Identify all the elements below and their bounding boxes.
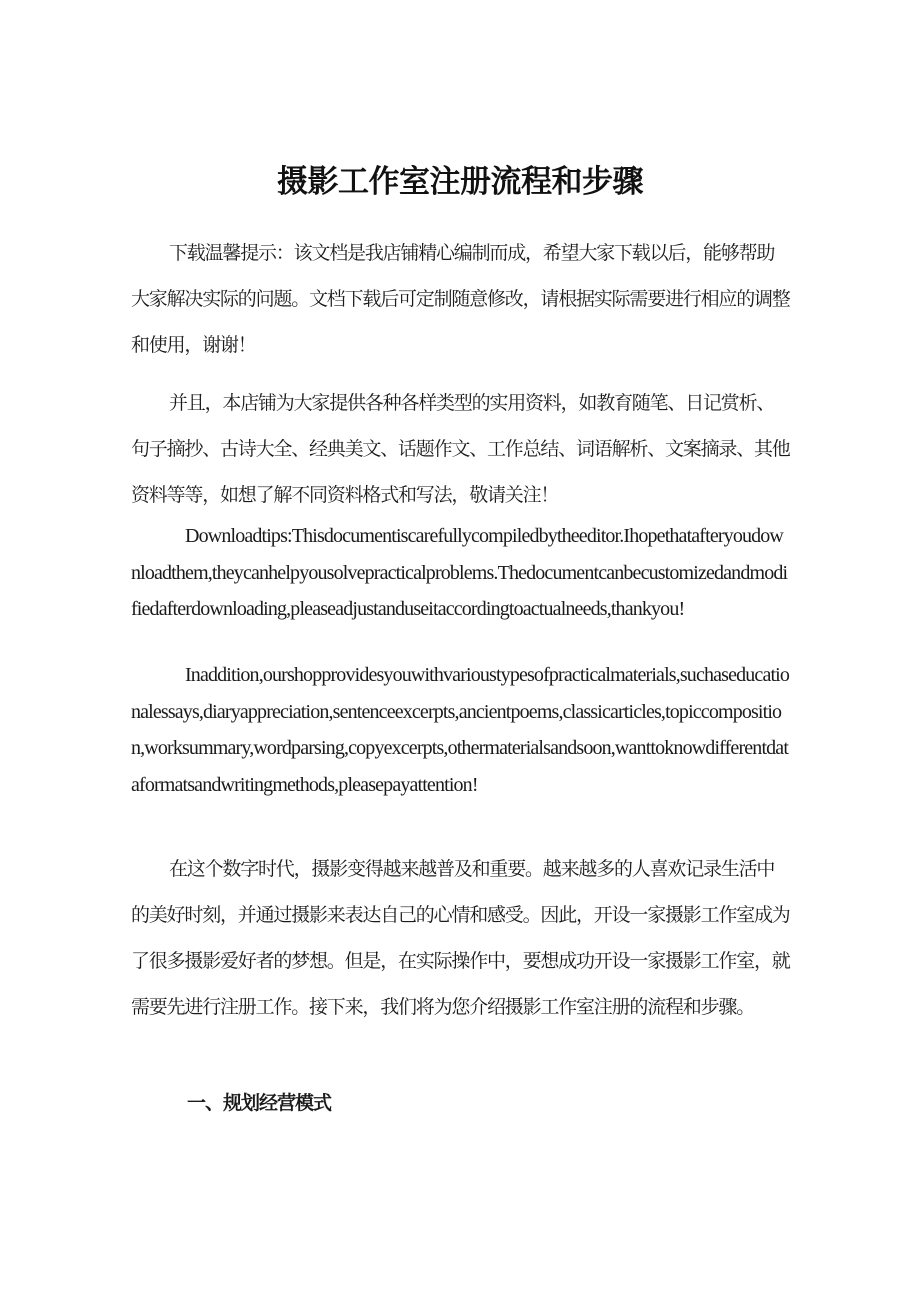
shop-intro-cn-paragraph: 并且，本店铺为大家提供各种各样类型的实用资料，如教育随笔、日记赏析、句子摘抄、古诗大全、经典美文、话题作文、工作总结、词语解析、文案摘录、其他资料等等，如想了解不同资料格式和写法，敬请关注！ xyxy=(131,392,790,506)
body-paragraph-1: 在这个数字时代，摄影变得越来越普及和重要。越来越多的人喜欢记录生活中的美好时刻，并通过摄影来表达自己的心情和感受。因此，开设一家摄影工作室成为了很多摄影爱好者的梦想。但是，在实际操作中，要想成功开设一家摄影工作室，就需要先进行注册工作。接下来，我们将为您介绍摄影工作室注册的流程和步骤。 xyxy=(131,858,790,1018)
download-tip-en-paragraph: Downloadtips:Thisdocumentiscarefullycompiledbytheeditor.Ihopethatafteryoudownloadthem,theycanhelpyousolvepracticalproblems.Thedocumentcanbecustomizedandmodifiedafterdownloading,pleaseadjustanduseitaccordingtoactualneeds,thankyou! xyxy=(131,525,788,620)
section-heading-1: 一、规划经营模式 xyxy=(187,1092,332,1114)
download-tip-cn-paragraph: 下载温馨提示：该文档是我店铺精心编制而成，希望大家下载以后，能够帮助大家解决实际的问题。文档下载后可定制随意修改，请根据实际需要进行相应的调整和使用，谢谢！ xyxy=(131,242,790,356)
shop-intro-en-paragraph: Inaddition,ourshopprovidesyouwithvarioustypesofpracticalmaterials,suchaseducationalessays,diaryappreciation,sentenceexcerpts,ancientpoems,classicarticles,topiccomposition,worksummary,wordparsing,copyexcerpts,othermaterialsandsoon,wanttoknowdifferentdataformatsandwritingmethods,pleasepayattention! xyxy=(131,664,790,796)
document-title: 摄影工作室注册流程和步骤 xyxy=(277,164,643,200)
